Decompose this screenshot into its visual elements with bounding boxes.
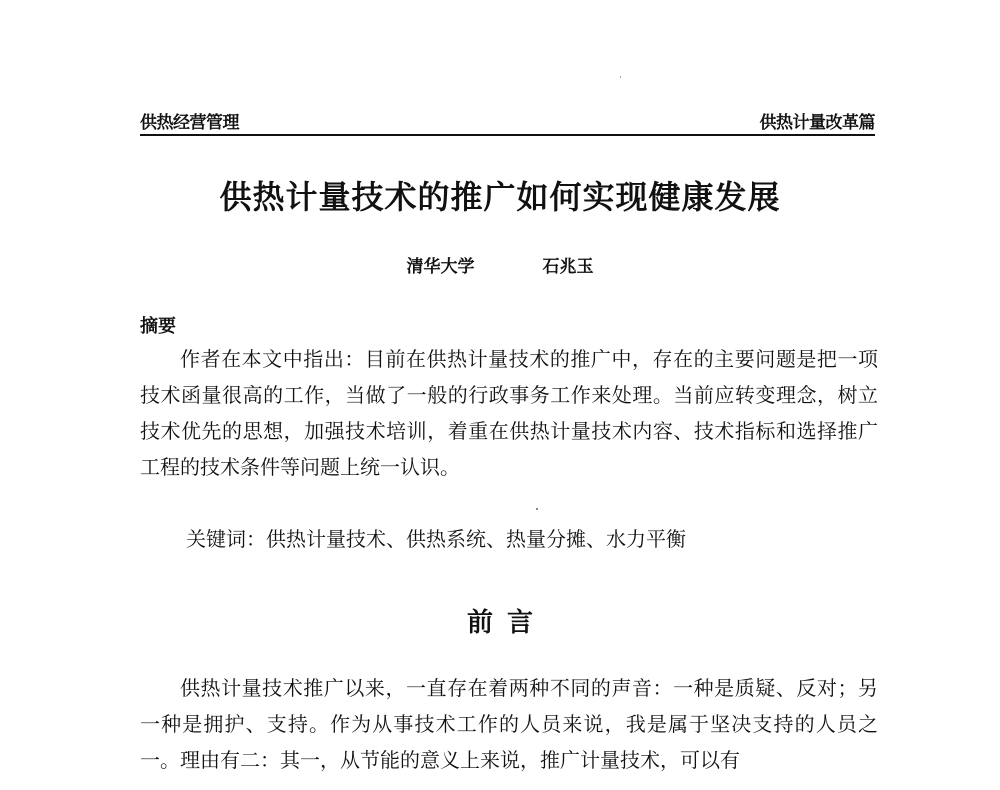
keywords-line: 关键词：供热计量技术、供热系统、热量分摊、水力平衡 [186, 527, 686, 551]
header-section-right: 供热计量改革篇 [759, 113, 875, 133]
abstract-text: 作者在本文中指出：目前在供热计量技术的推广中，存在的主要问题是把一项技术函量很高的工作，当做了一般的行政事务工作来处理。当前应转变理念，树立技术优先的思想，加强技术培训，着重在供热计量技术内容、技术指标和选择推广工程的技术条件等问题上统一认识。 [140, 347, 878, 479]
author-line [0, 252, 1000, 277]
section-heading: 前言 [466, 608, 547, 638]
author-affiliation: 清华大学 [406, 257, 475, 277]
abstract-heading: 摘要 [140, 316, 176, 337]
author-name: 石兆玉 [542, 257, 594, 277]
scan-speck [620, 76, 621, 78]
header-section-left: 供热经营管理 [140, 113, 239, 133]
running-header [140, 106, 875, 136]
article-title: 供热计量技术的推广如何实现健康发展 [219, 178, 781, 216]
scan-speck [536, 508, 538, 510]
section-body-text: 供热计量技术推广以来，一直存在着两种不同的声音：一种是质疑、反对；另一种是拥护、支持。作为从事技术工作的人员来说，我是属于坚决支持的人员之一。理由有二：其一，从节能的意义上来说，推广计量技术，可以有 [140, 676, 878, 772]
